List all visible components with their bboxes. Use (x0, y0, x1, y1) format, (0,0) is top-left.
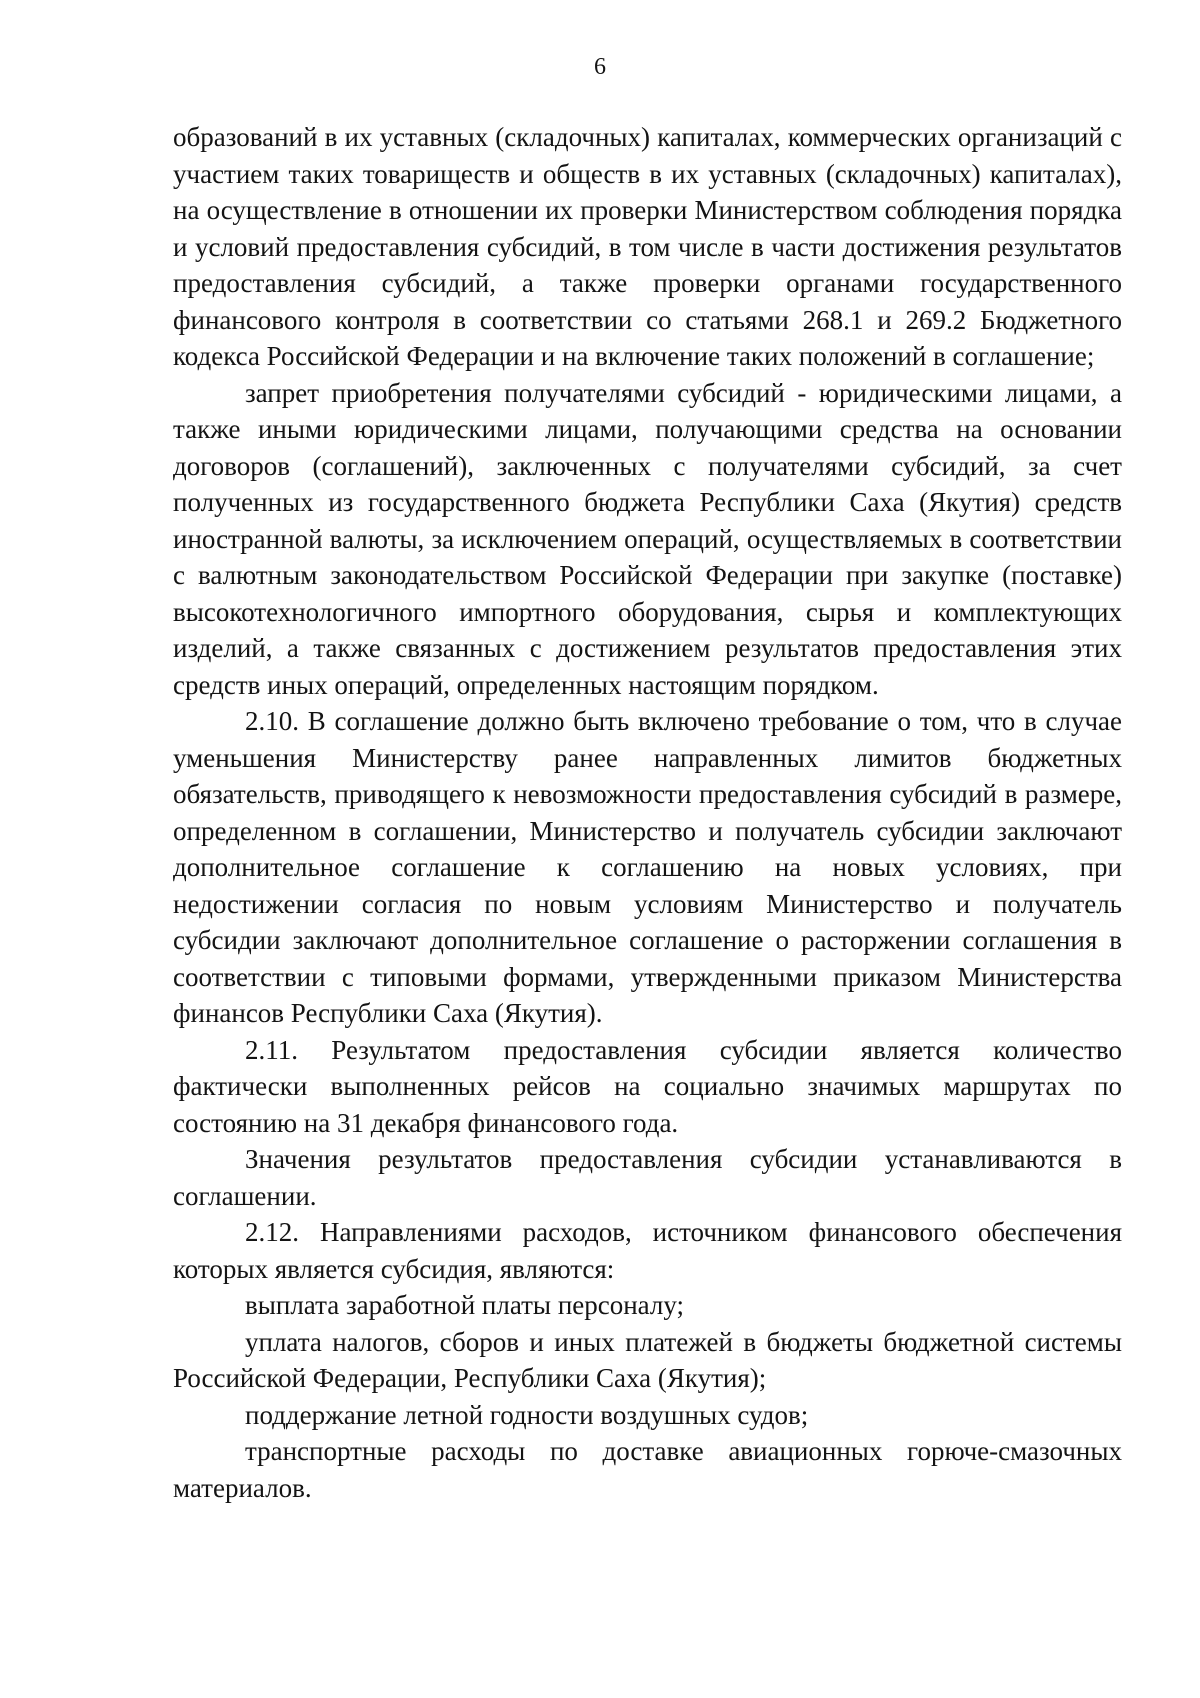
paragraph-7: выплата заработной платы персоналу; (245, 1290, 685, 1320)
paragraph-10: транспортные расходы по доставке авиационных горюче-смазочных материалов. (173, 1436, 1122, 1503)
paragraph-3: 2.10. В соглашение должно быть включено требование о том, что в случае уменьшения Министерству ранее направленных лимитов бюджетных обязательств, приводящего к невозможности предоставления субсидий в размере, определенном в соглашении, Министерство и получатель субсидии заключают дополнительное соглашение к соглашению на новых условиях, при недостижении согласия по новым условиям Министерство и получатель субсидии заключают дополнительное соглашение о расторжении соглашения в соответствии с типовыми формами, утвержденными приказом Министерства финансов Республики Саха (Якутия). (173, 706, 1122, 1028)
document-body (173, 119, 1122, 1506)
paragraph-4: 2.11. Результатом предоставления субсидии является количество фактически выполненных рейсов на социально значимых маршрутах по состоянию на 31 декабря финансового года. (173, 1034, 1122, 1138)
paragraph-2: запрет приобретения получателями субсидий - юридическими лицами, а также иными юридическими лицами, получающими средства на основании договоров (соглашений), заключенных с получателями субсидий, за счет полученных из государственного бюджета Республики Саха (Якутия) средств иностранной валюты, за исключением операций, осуществляемых в соответствии с валютным законодательством Российской Федерации при закупке (поставке) высокотехнологичного импортного оборудования, сырья и комплектующих изделий, а также связанных с достижением результатов предоставления этих средств иных операций, определенных настоящим порядком. (173, 377, 1122, 700)
paragraph-5: Значения результатов предоставления субсидии устанавливаются в соглашении. (173, 1144, 1122, 1211)
page-number: 6 (594, 54, 606, 80)
paragraph-1: образований в их уставных (складочных) капиталах, коммерческих организаций с участием таких товариществ и обществ в их уставных (складочных) капиталах), на осуществление в отношении их проверки Министерством соблюдения порядка и условий предоставления субсидий, в том числе в части достижения результатов предоставления субсидий, а также проверки органами государственного финансового контроля в соответствии со статьями 268.1 и 269.2 Бюджетного кодекса Российской Федерации и на включение таких положений в соглашение; (173, 122, 1122, 371)
paragraph-6: 2.12. Направлениями расходов, источником финансового обеспечения которых является субсидия, являются: (173, 1217, 1122, 1284)
paragraph-8: уплата налогов, сборов и иных платежей в бюджеты бюджетной системы Российской Федерации, Республики Саха (Якутия); (173, 1326, 1122, 1393)
paragraph-9: поддержание летной годности воздушных судов; (245, 1399, 809, 1430)
